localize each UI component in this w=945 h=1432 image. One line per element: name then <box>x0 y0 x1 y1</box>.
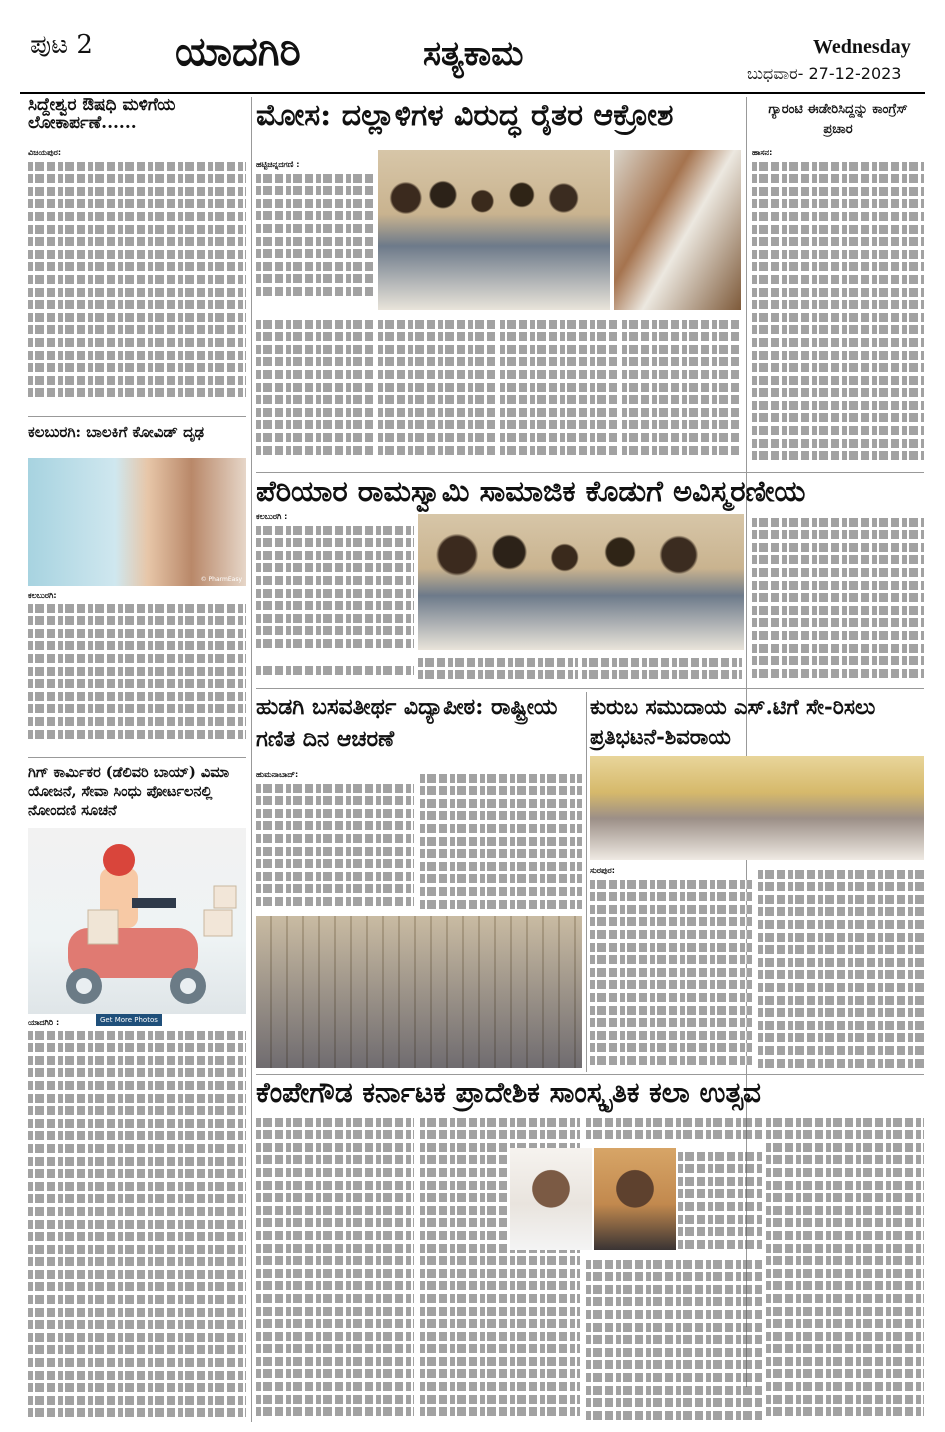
story2-body-col3 <box>500 316 618 466</box>
story7-dateline: ಹುಮನಾಬಾದ್: <box>256 770 299 779</box>
story2-headline: ಮೋಸ: ದಲ್ಲಾಳಿಗಳ ವಿರುದ್ಧ ರೈತರ ಆಕ್ರೋಶ <box>256 98 674 133</box>
scooter-illustration <box>28 828 246 1014</box>
story5-body-col3 <box>582 654 742 684</box>
column-divider <box>586 692 587 1072</box>
story8-body-col2 <box>758 866 924 1070</box>
page-number: ಪುಟ 2 <box>30 30 93 60</box>
story8-body-col1 <box>590 876 752 1070</box>
story5-body-col2 <box>418 654 578 684</box>
story5-body-col4 <box>752 514 924 684</box>
story9-body-col1 <box>256 1114 414 1422</box>
story4-dateline: ಕಲಬುರಗಿ: <box>28 591 57 600</box>
story1-headline: ಸಿದ್ದೇಶ್ವರ ಔಷಧಿ ಮಳಿಗೆಯ ಲೋಕಾರ್ಪಣೆ...... <box>28 95 176 133</box>
story5-dateline: ಕಲಬುರಗಿ : <box>256 512 288 521</box>
farmers-group-photo <box>378 150 610 310</box>
story5-body-col1 <box>256 522 414 662</box>
story4-body <box>28 600 246 750</box>
story6-body <box>28 1027 246 1422</box>
story2-body-col4 <box>622 316 740 466</box>
story4-headline: ಕಲಬುರಗಿ: ಬಾಲಕಿಗೆ ಕೋವಿಡ್ ದೃಢ <box>28 423 205 441</box>
portrait-photo-2 <box>594 1148 676 1250</box>
story7-body-col1 <box>256 780 414 912</box>
math-day-group-photo <box>256 916 582 1068</box>
masthead-rule <box>20 92 925 94</box>
portrait-photo-1 <box>510 1148 592 1250</box>
brand-name: ಸತ್ಯಕಾಮ <box>423 34 524 74</box>
divider <box>256 1074 924 1075</box>
story9-headline: ಕೆಂಪೇಗೌಡ ಕರ್ನಾಟಕ ಪ್ರಾದೇಶಿಕ ಸಾಂಸ್ಕೃತಿಕ ಕಲಾ ಉತ್ಸವ <box>256 1076 761 1109</box>
protest-photo <box>590 756 924 860</box>
story2-body-col2 <box>378 316 496 466</box>
masthead <box>0 0 945 90</box>
story9-body-col4 <box>766 1114 924 1422</box>
divider <box>256 472 924 473</box>
story2-body-col1 <box>256 170 374 305</box>
photo-label: Get More Photos <box>96 1014 162 1026</box>
story2-dateline: ಹಟ್ಟಿಚಿನ್ನದಗಣಿ : <box>256 160 300 169</box>
paper-name: ಯಾದಗಿರಿ <box>175 28 301 75</box>
story3-headline: ಗ್ಯಾರಂಟಿ ಈಡೇರಿಸಿದ್ದನ್ನು ಕಾಂಗ್ರೆಸ್ ಪ್ರಚಾರ <box>768 102 908 137</box>
covid-test-photo <box>28 458 246 586</box>
periyar-event-photo <box>418 514 744 650</box>
story3-body <box>752 158 924 470</box>
story7-headline: ಹುಡಗಿ ಬಸವತೀರ್ಥ ವಿದ್ಯಾಪೀಠ: ರಾಷ್ಟ್ರೀಯ ಗಣಿತ ದಿನ ಆಚರಣೆ <box>256 694 558 752</box>
story6-headline: ಗಿಗ್ ಕಾರ್ಮಿಕರ (ಡೆಲಿವರಿ ಬಾಯ್) ವಿಮಾ ಯೋಜನೆ, ಸೇವಾ ಸಿಂಧು ಪೋರ್ಟಲನಲ್ಲಿ ನೋಂದಣಿ ಸೂಚನೆ <box>28 764 230 819</box>
date-label: ಬುಧವಾರ- 27-12-2023 <box>747 64 902 83</box>
story5-headline: ಪೆರಿಯಾರ ರಾಮಸ್ವಾಮಿ ಸಾಮಾಜಿಕ ಕೊಡುಗೆ ಅವಿಸ್ಮರಣೀಯ <box>256 474 806 508</box>
photo-credit: © PharmEasy <box>200 576 242 583</box>
day-label: Wednesday <box>813 36 911 58</box>
divider <box>256 688 924 689</box>
story8-headline: ಕುರುಬ ಸಮುದಾಯ ಎಸ್.ಟಿಗೆ ಸೇ-ರಿಸಲು ಪ್ರತಿಭಟನೆ-ಶಿವರಾಯ <box>590 694 876 750</box>
story9-body-col3 <box>586 1256 762 1422</box>
story9-body-col3-top <box>586 1114 762 1144</box>
story7-body-col2 <box>420 770 582 912</box>
story9-body-col3-side <box>678 1148 762 1252</box>
divider <box>28 757 246 758</box>
story3-dateline: ಹಾಸನ: <box>752 148 773 157</box>
column-divider <box>251 97 252 1422</box>
story1-body <box>28 158 246 408</box>
story5-body-col1b <box>256 662 414 682</box>
story2-body-col1b <box>256 316 374 466</box>
divider <box>28 416 246 417</box>
weighing-scale-photo <box>614 150 741 310</box>
story1-dateline: ವಿಜಯಪುರ: <box>28 148 62 157</box>
story6-dateline: ಯಾದಗಿರಿ : <box>28 1018 60 1027</box>
story8-dateline: ಸುರಪುರ: <box>590 866 615 875</box>
